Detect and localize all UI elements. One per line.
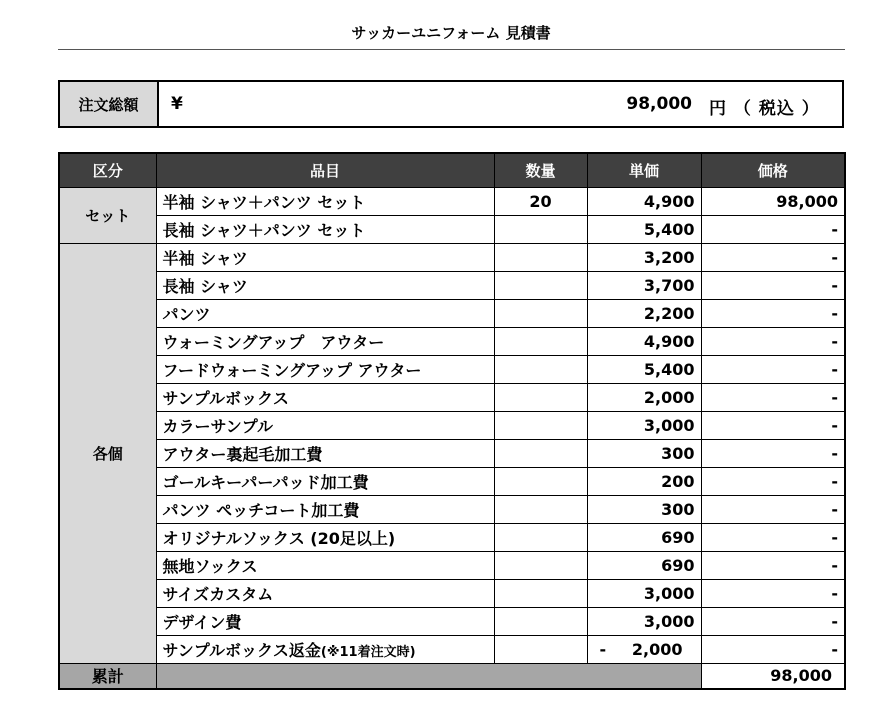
unit-price-cell[interactable]: 3,200	[587, 243, 701, 271]
header-price: 価格	[701, 153, 845, 187]
unit-price-cell[interactable]: 5,400	[587, 355, 701, 383]
table-row	[59, 299, 845, 327]
order-total-box	[58, 80, 844, 128]
item-cell[interactable]: オリジナルソックス (20足以上)	[156, 523, 494, 551]
quantity-cell[interactable]	[494, 607, 587, 635]
unit-price-cell[interactable]: 4,900	[587, 327, 701, 355]
unit-price-cell[interactable]: 300	[587, 495, 701, 523]
quantity-cell[interactable]	[494, 551, 587, 579]
item-cell[interactable]: ウォーミングアップ アウター	[156, 327, 494, 355]
quantity-cell[interactable]	[494, 439, 587, 467]
table-row	[59, 411, 845, 439]
unit-price-cell[interactable]: 5,400	[587, 215, 701, 243]
quantity-cell[interactable]	[494, 495, 587, 523]
table-row	[59, 327, 845, 355]
item-cell[interactable]	[156, 635, 494, 663]
item-cell[interactable]: パンツ	[156, 299, 494, 327]
table-row	[59, 187, 845, 215]
item-cell[interactable]: 半袖 シャツ	[156, 243, 494, 271]
table-row	[59, 495, 845, 523]
order-total-unit: 円 （ 税込 ）	[709, 99, 820, 119]
unit-price-cell[interactable]: 2,200	[587, 299, 701, 327]
unit-price-cell[interactable]: 3,000	[587, 607, 701, 635]
price-cell[interactable]: -	[701, 299, 845, 327]
price-cell[interactable]: -	[701, 215, 845, 243]
table-row	[59, 551, 845, 579]
unit-price-cell[interactable]: 3,700	[587, 271, 701, 299]
price-cell[interactable]: -	[701, 383, 845, 411]
quantity-cell[interactable]	[494, 579, 587, 607]
header-item: 品目	[156, 153, 494, 187]
header-unit-price: 単価	[587, 153, 701, 187]
table-row	[59, 243, 845, 271]
price-cell[interactable]: -	[701, 411, 845, 439]
item-cell[interactable]: 半袖 シャツ＋パンツ セット	[156, 187, 494, 215]
item-cell[interactable]: 無地ソックス	[156, 551, 494, 579]
order-total-label: 注文総額	[60, 82, 159, 126]
unit-price-cell[interactable]: 2,000	[587, 383, 701, 411]
item-label: サンプルボックス返金	[162, 640, 321, 660]
table-row	[59, 215, 845, 243]
title-underline	[58, 49, 845, 50]
table-row	[59, 271, 845, 299]
table-header-row	[59, 153, 845, 187]
order-total-value-cell[interactable]	[159, 82, 842, 126]
price-cell[interactable]: -	[701, 327, 845, 355]
table-row	[59, 383, 845, 411]
category-set: セット	[59, 187, 156, 243]
price-cell[interactable]: -	[701, 271, 845, 299]
price-value: 2,000	[631, 639, 683, 659]
unit-price-cell[interactable]: 4,900	[587, 187, 701, 215]
price-cell[interactable]: -	[701, 495, 845, 523]
item-cell[interactable]: カラーサンプル	[156, 411, 494, 439]
unit-price-cell[interactable]	[587, 635, 701, 663]
document-title: サッカーユニフォーム 見積書	[351, 24, 551, 42]
quantity-cell[interactable]	[494, 243, 587, 271]
item-cell[interactable]: 長袖 シャツ＋パンツ セット	[156, 215, 494, 243]
table-row	[59, 607, 845, 635]
table-row	[59, 355, 845, 383]
order-total-amount: 98,000	[626, 94, 692, 114]
table-row	[59, 467, 845, 495]
quantity-cell[interactable]	[494, 467, 587, 495]
header-quantity: 数量	[494, 153, 587, 187]
unit-price-cell[interactable]: 300	[587, 439, 701, 467]
table-row	[59, 439, 845, 467]
price-cell[interactable]: -	[701, 355, 845, 383]
unit-price-cell[interactable]: 690	[587, 551, 701, 579]
header-category: 区分	[59, 153, 156, 187]
price-cell[interactable]: -	[701, 523, 845, 551]
currency-symbol: ¥	[171, 94, 183, 114]
price-cell[interactable]: -	[701, 635, 845, 663]
quantity-cell[interactable]	[494, 411, 587, 439]
sum-amount[interactable]: 98,000	[701, 663, 845, 689]
item-cell[interactable]: ゴールキーパーパッド加工費	[156, 467, 494, 495]
price-cell[interactable]: -	[701, 607, 845, 635]
sum-row	[59, 663, 845, 689]
item-cell[interactable]: 長袖 シャツ	[156, 271, 494, 299]
price-cell[interactable]: -	[701, 467, 845, 495]
sum-spacer	[156, 663, 701, 689]
sum-label: 累計	[59, 663, 156, 689]
unit-price-cell[interactable]: 3,000	[587, 411, 701, 439]
item-cell[interactable]: パンツ ペッチコート加工費	[156, 495, 494, 523]
estimate-table	[58, 152, 846, 690]
table-row	[59, 579, 845, 607]
price-cell[interactable]: 98,000	[701, 187, 845, 215]
table-row	[59, 523, 845, 551]
quantity-cell[interactable]	[494, 215, 587, 243]
quantity-cell[interactable]	[494, 635, 587, 663]
unit-price-cell[interactable]: 3,000	[587, 579, 701, 607]
unit-price-cell[interactable]: 690	[587, 523, 701, 551]
quantity-cell[interactable]	[494, 271, 587, 299]
item-cell[interactable]: サンプルボックス	[156, 383, 494, 411]
price-cell[interactable]: -	[701, 439, 845, 467]
price-cell[interactable]: -	[701, 243, 845, 271]
quantity-cell[interactable]	[494, 383, 587, 411]
quantity-cell[interactable]: 20	[494, 187, 587, 215]
quantity-cell[interactable]	[494, 355, 587, 383]
item-cell[interactable]: デザイン費	[156, 607, 494, 635]
price-sign: -	[599, 639, 607, 659]
item-cell[interactable]: アウター裏起毛加工費	[156, 439, 494, 467]
category-individual: 各個	[59, 243, 156, 663]
item-note: (※11着注文時)	[320, 644, 416, 660]
quantity-cell[interactable]	[494, 299, 587, 327]
unit-price-cell[interactable]: 200	[587, 467, 701, 495]
price-cell[interactable]: -	[701, 579, 845, 607]
quantity-cell[interactable]	[494, 327, 587, 355]
item-cell[interactable]: フードウォーミングアップ アウター	[156, 355, 494, 383]
table-row	[59, 635, 845, 663]
price-cell[interactable]: -	[701, 551, 845, 579]
quantity-cell[interactable]	[494, 523, 587, 551]
item-cell[interactable]: サイズカスタム	[156, 579, 494, 607]
